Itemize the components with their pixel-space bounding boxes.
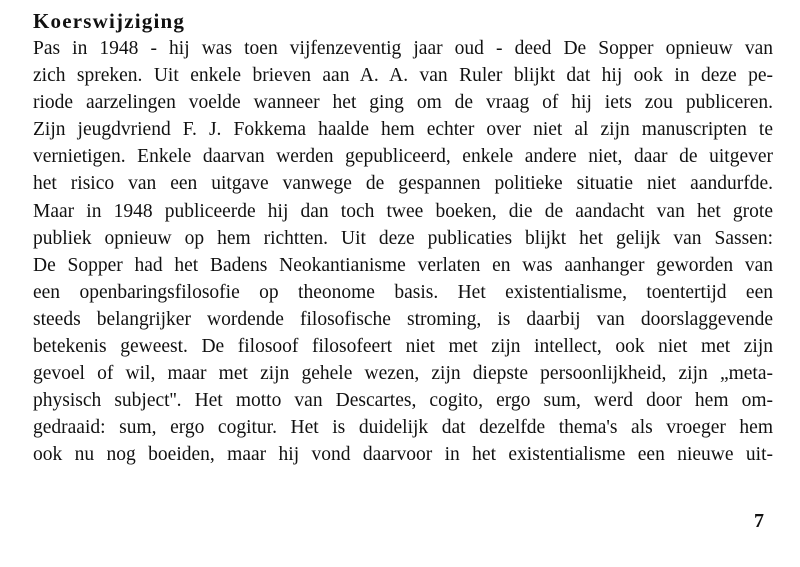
text-line: physisch subject''. Het motto van Descartes, cogito, ergo sum, werd door hem om- <box>33 390 773 412</box>
section-heading: Koerswijziging <box>33 9 186 33</box>
page-number: 7 <box>754 510 764 532</box>
text-line: Zijn jeugdvriend F. J. Fokkema haalde hem echter over niet al zijn manuscripten te <box>33 119 773 141</box>
text-line: De Sopper had het Badens Neokantianisme verlaten en was aanhanger geworden van <box>33 254 773 276</box>
body-text <box>33 35 773 469</box>
text-line: het risico van een uitgave vanwege de gespannen politieke situatie niet aandurfde. <box>33 173 773 195</box>
text-line: Pas in 1948 - hij was toen vijfenzeventig jaar oud - deed De Sopper opnieuw van <box>33 38 773 59</box>
text-line: Maar in 1948 publiceerde hij dan toch twee boeken, die de aandacht van het grote <box>33 200 773 222</box>
text-line: steeds belangrijker wordende filosofische stroming, is daarbij van doorslaggevende <box>33 308 773 330</box>
text-line: gedraaid: sum, ergo cogitur. Het is duidelijk dat dezelfde thema's als vroeger hem <box>33 417 773 439</box>
text-line: zich spreken. Uit enkele brieven aan A. A. van Ruler blijkt dat hij ook in deze pe- <box>33 65 773 87</box>
page-body <box>33 8 773 469</box>
text-line: riode aarzelingen voelde wanneer het ging om de vraag of hij iets zou publiceren. <box>33 92 773 114</box>
text-line: ook nu nog boeiden, maar hij vond daarvoor in het existentialisme een nieuwe uit- <box>33 444 773 466</box>
text-line: vernietigen. Enkele daarvan werden gepubliceerd, enkele andere niet, daar de uitgever <box>33 146 773 168</box>
text-line: een openbaringsfilosofie op theonome basis. Het existentialisme, toentertijd een <box>33 281 773 303</box>
text-line: betekenis geweest. De filosoof filosofeert niet met zijn intellect, ook niet met zijn <box>33 336 773 358</box>
text-line: publiek opnieuw op hem richtten. Uit deze publicaties blijkt het gelijk van Sassen: <box>33 227 773 249</box>
text-line: gevoel of wil, maar met zijn gehele wezen, zijn diepste persoonlijkheid, zijn „meta- <box>33 363 773 385</box>
